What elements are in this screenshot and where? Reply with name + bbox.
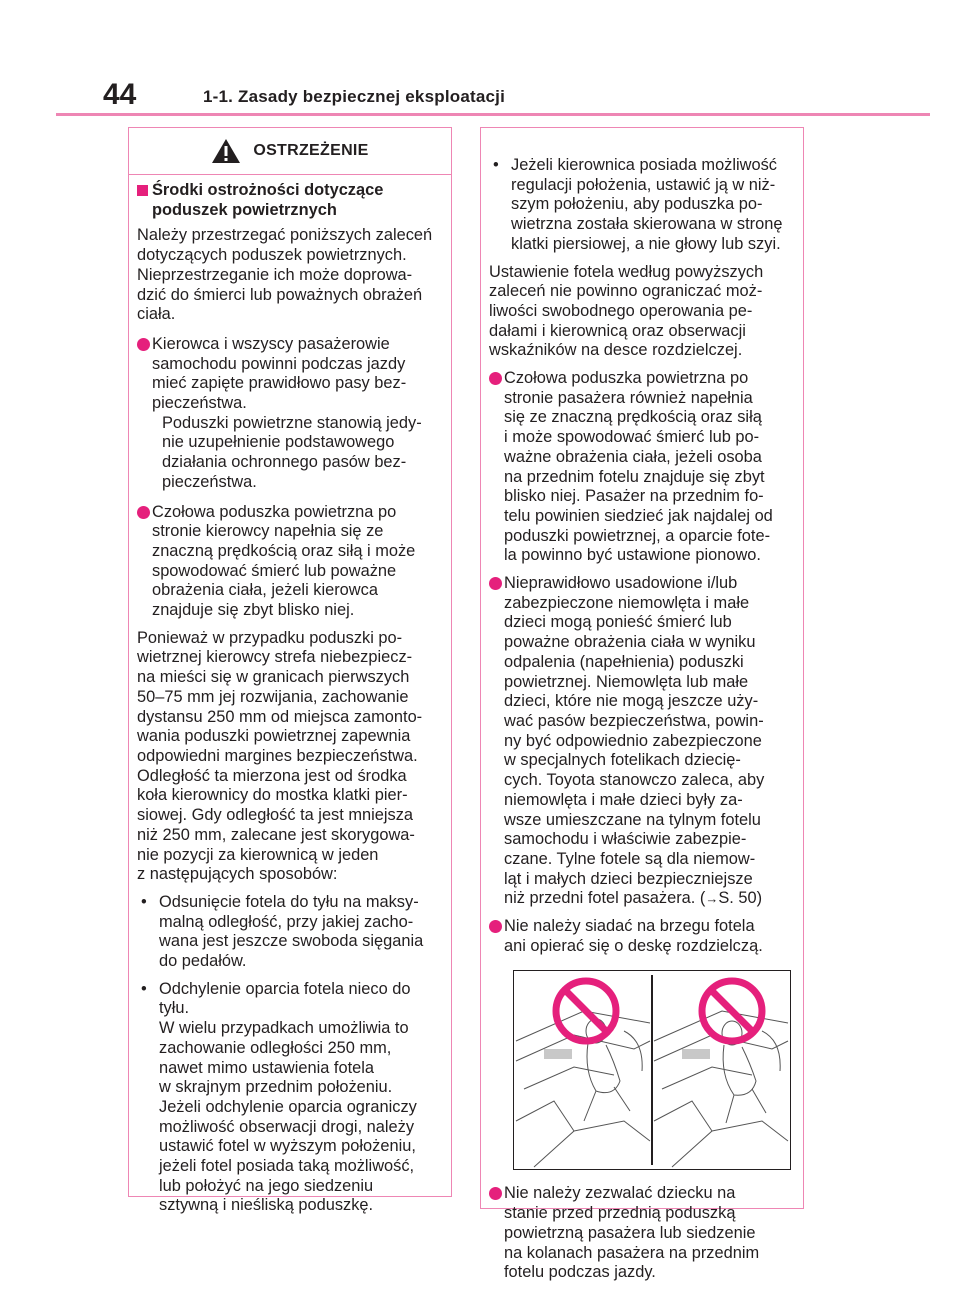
bullet-dot-icon [489, 577, 502, 590]
chapter-title: 1-1. Zasady bezpiecznej eksploatacji [203, 87, 505, 106]
square-marker-icon [137, 185, 148, 196]
warning-header [129, 128, 451, 175]
bullet-dot-icon [137, 506, 150, 519]
list-item: • Odchylenie oparcia fotela nieco do tyłu. W wielu przypadkach umożliwia to zachowanie odległości 250 mm, nawet mimo ustawienia fotela w skrajnym przednim położeniu. Jeżeli odchylenie oparcia ograniczy możliwość obserwacji drogi, należy ustawić fotel w wyższym położeniu, jeżeli fotel posiada taką możliwość, lub położyć na jego siedzeniu sztywną i nieśliską poduszkę. [141, 979, 417, 1215]
warning-triangle-icon [211, 138, 241, 164]
page-number: 44 [103, 78, 137, 111]
illustration [513, 970, 791, 1170]
illustration-drawing [514, 971, 790, 1169]
list-item: • Jeżeli kierownica posiada możliwość regulacji położenia, ustawić ją w niż- szym położeniu, aby poduszka po- wietrzna została skierowana w stronę klatki piersiowej, a nie głowy lub szyi. [493, 156, 783, 253]
bullet-item: Czołowa poduszka powietrzna po stronie pasażera również napełnia się ze znaczną prędkością oraz siłą i może spowodować śmierć lub po- ważne obrażenia ciała, jeżeli osoba na przednim fotelu znajduje się zbyt blisko niej. Pasażer na przednim fo- telu powinien siedzieć jak najdalej od poduszki powietrznej, a oparcie fote- la powinno być ustawione pionowo. [489, 369, 796, 566]
bullet-item: Nie należy zezwalać dziecku na stanie przed przednią poduszką powietrzną pasażera lub siedzenie na kolanach pasażera na przednim fotelu podczas jazdy. [489, 1184, 796, 1283]
page-reference: S. 50) [718, 889, 763, 908]
seat-paragraph: Ustawienie fotela według powyższych zaleceń nie powinno ograniczać moż- liwości swobodnego operowania pe- dałami i kierownicą oraz obserwacji wskaźników na desce rozdzielczej. [489, 262, 764, 360]
bullet-item: Nieprawidłowo usadowione i/lub zabezpieczone niemowlęta i małe dzieci mogą ponieść śmierć lub poważne obrażenia ciała w wyniku odpalenia (napełnienia) poduszki powietrznej. Niemowlęta lub małe dzieci, które nie mogą jeszcze uży- wać pasów bezpieczeństwa, powin- ny być odpowiednio zabezpieczone w specjalnych fotelikach dziecię- cych. Toyota stanowczo zaleca, aby niemowlęta i małe dzieci były za- wsze umieszczane na tylnym fotelu samochodu i właściwie zabezpie- czane. Tylne fotele są dla niemow- ląt i małych dzieci bezpieczniejsze niż przedni fotel pasażera. (→S. 50) [489, 574, 796, 909]
intro-paragraph: Należy przestrzegać poniższych zaleceń dotyczących poduszek powietrznych. Nieprzestrzeganie ich może doprowa- dzić do śmierci lub poważnych obrażeń ciała. [137, 226, 433, 324]
list-item: • Odsunięcie fotela do tyłu na maksy- malną odległość, przy jakiej zacho- wana jest jeszcze swoboda sięgania do pedałów. [141, 892, 424, 971]
bullet-dot-icon [489, 1187, 502, 1200]
bullet-dot-icon [489, 372, 502, 385]
bullet-item: Kierowca i wszyscy pasażerowie samochodu powinni podczas jazdy mieć zapięte prawidłowo pasy bez- pieczeństwa. Poduszki powietrzne stanowią jedy- nie uzupełnienie podstawowego działania ochronnego pasów bez- pieczeństwa. [137, 335, 444, 493]
warning-label: OSTRZEŻENIE [253, 142, 369, 159]
warning-box [128, 127, 452, 1215]
page-reference-arrow: → [705, 891, 719, 907]
bullet-item: Nie należy siadać na brzegu fotela ani opierać się o deskę rozdzielczą. [489, 917, 796, 956]
bullet-dot-icon [489, 920, 502, 933]
warning-body [129, 175, 451, 1216]
distance-paragraph: Ponieważ w przypadku poduszki po- wietrznej kierowcy strefa niebezpiecz- na mieści się w granicach pierwszych 50–75 mm jej rozwijania, zachowanie dystansu 250 mm od miejsca zamonto- wania poduszki powietrznej zapewnia odpowiedni margines bezpieczeństwa. Odległość ta mierzona jest od środka koła kierownicy do mostka klatki pier- siowej. Gdy odległość ta jest mniejsza niż 250 mm, zalecane jest skorygowa- nie pozycji za kierownicą w jeden z następujących sposobów: [137, 628, 423, 884]
bullet-dot-icon [137, 338, 150, 351]
bullet-item: Czołowa poduszka powietrzna po stronie kierowcy napełnia się ze znaczną prędkością oraz siłą i może spowodować śmierć lub poważne obrażenia ciała, jeżeli kierowca znajduje się zbyt blisko niej. [137, 503, 444, 621]
section-title: Środki ostrożności dotyczące poduszek powietrznych [137, 181, 444, 220]
bullet-subtext: Poduszki powietrzne stanowią jedy- nie uzupełnienie podstawowego działania ochronnego pasów bez- pieczeństwa. [162, 413, 422, 491]
warning-continuation-box [480, 127, 804, 1282]
header-rule [56, 113, 930, 116]
